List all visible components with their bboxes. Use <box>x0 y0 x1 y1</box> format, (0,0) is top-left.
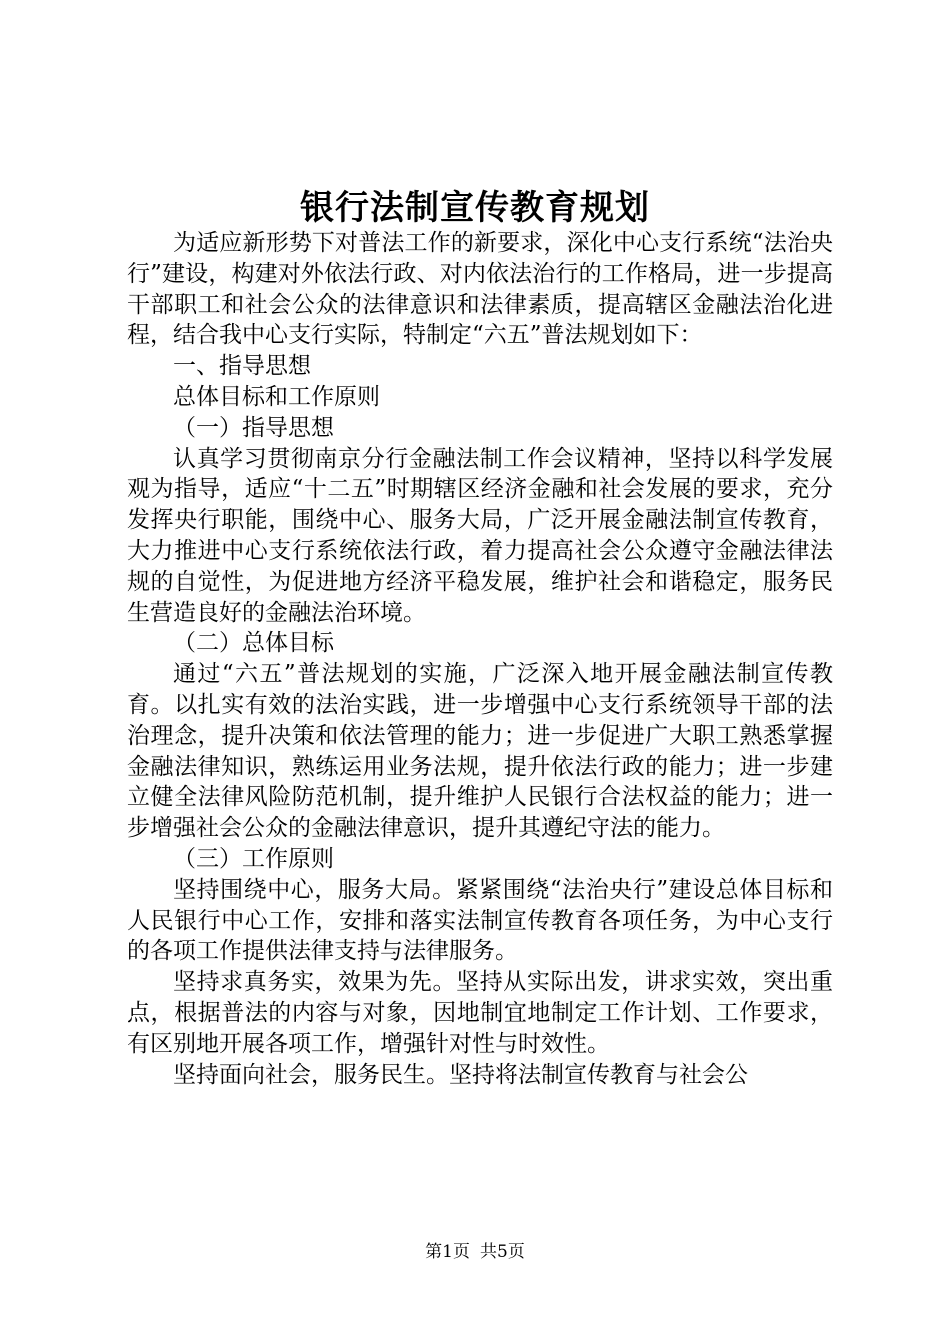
paragraph-overall-goal: 通过“六五”普法规划的实施，广泛深入地开展金融法制宣传教育。以扎实有效的法治实践，进一步增强中心支行系统领导干部的法治理念，提升决策和依法管理的能力；进一步促进广大职工熟悉掌握金融法律知识，熟练运用业务法规，提升依法行政的能力；进一步建立健全法律风险防范机制，提升维护人民银行合法权益的能力；进一步增强社会公众的金融法律意识，提升其遵纪守法的能力。 <box>127 661 833 842</box>
subheading-overall-goal: （二）总体目标 <box>173 630 334 657</box>
paragraph-principle-1: 坚持围绕中心，服务大局。紧紧围绕“法治央行”建设总体目标和人民银行中心工作，安排和落实法制宣传教育各项任务，为中心支行的各项工作提供法律支持与法律服务。 <box>127 876 833 965</box>
paragraph-guiding-ideology: 认真学习贯彻南京分行金融法制工作会议精神，坚持以科学发展观为指导，适应“十二五”时期辖区经济金融和社会发展的要求，充分发挥央行职能，围绕中心、服务大局，广泛开展金融法制宣传教育，大力推进中心支行系统依法行政，着力提高社会公众遵守金融法律法规的自觉性，为促进地方经济平稳发展，维护社会和谐稳定，服务民生营造良好的金融法治环境。 <box>127 445 833 626</box>
page-number: 第1页 <box>425 1242 470 1262</box>
paragraph-intro: 为适应新形势下对普法工作的新要求，深化中心支行系统“法治央行”建设，构建对外依法行政、对内依法治行的工作格局，进一步提高干部职工和社会公众的法律意识和法律素质，提高辖区金融法治化进程，结合我中心支行实际，特制定“六五”普法规划如下： <box>127 230 833 349</box>
document-title: 银行法制宣传教育规划 <box>300 188 650 228</box>
document-body <box>127 228 833 1090</box>
paragraph-principle-2: 坚持求真务实，效果为先。坚持从实际出发，讲求实效，突出重点，根据普法的内容与对象，因地制宜地制定工作计划、工作要求，有区别地开展各项工作，增强针对性与时效性。 <box>127 969 833 1057</box>
page-footer <box>0 1240 950 1264</box>
heading-goals-principles: 总体目标和工作原则 <box>173 383 380 410</box>
subheading-guiding-ideology: （一）指导思想 <box>173 414 334 441</box>
paragraph-principle-3: 坚持面向社会，服务民生。坚持将法制宣传教育与社会公 <box>173 1061 748 1088</box>
heading-guiding-ideology: 一、指导思想 <box>173 353 311 380</box>
page-total: 共5页 <box>480 1242 525 1262</box>
subheading-work-principles: （三）工作原则 <box>173 845 334 872</box>
